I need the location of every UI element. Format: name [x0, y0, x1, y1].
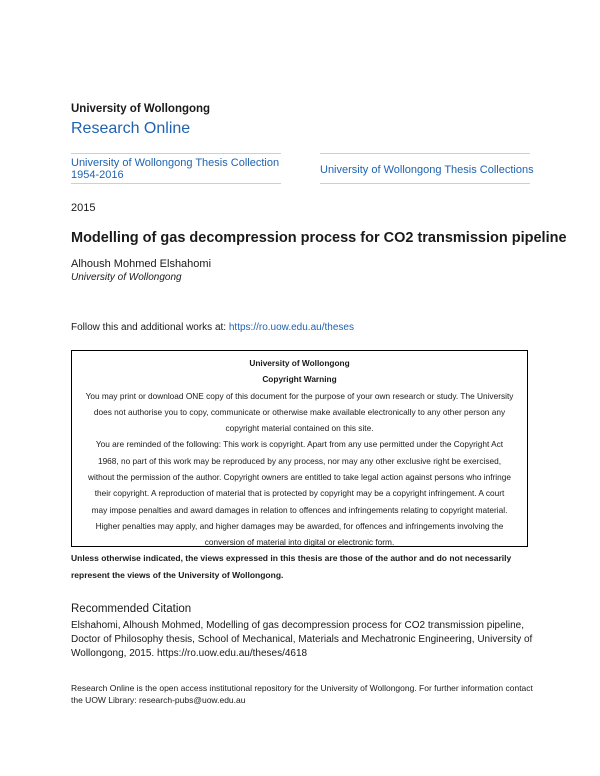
institution-name: University of Wollongong: [71, 103, 211, 115]
thesis-title: Modelling of gas decompression process for CO2 transmission pipeline: [71, 230, 567, 246]
collection-link-right[interactable]: University of Wollongong Thesis Collections: [320, 164, 534, 176]
copyright-line: 1968, no part of this work may be reproduced by any process, nor may any other exclusive right be exercised,: [97, 455, 502, 466]
collection-left-rule: [71, 153, 281, 154]
collection-link-left[interactable]: University of Wollongong Thesis Collection 1954-2016: [71, 157, 280, 181]
copyright-line: Higher penalties may apply, and higher damages may be awarded, for offences and infringements involving the: [95, 520, 504, 531]
copyright-org: University of Wollongong: [249, 358, 350, 368]
copyright-warning-box: [71, 350, 528, 547]
publication-year: 2015: [71, 202, 96, 214]
author-name: Alhoush Mohmed Elshahomi: [71, 258, 212, 270]
citation-heading: Recommended Citation: [71, 603, 192, 615]
copyright-heading: Copyright Warning: [262, 374, 337, 385]
follow-prefix: Follow this and additional works at:: [71, 322, 227, 333]
copyright-line: copyright material contained on this site.: [225, 423, 374, 434]
collection-right-rule: [320, 153, 530, 154]
copyright-line: You may print or download ONE copy of this document for the purpose of your own research or study. The University: [85, 390, 514, 401]
copyright-line: without the permission of the author. Copyright owners are entitled to take legal action against persons who infringe: [88, 472, 511, 483]
copyright-line: You are reminded of the following: This work is copyright. Apart from any use permitted under the Copyright Act: [95, 439, 504, 450]
copyright-line: conversion of material into digital or electronic form.: [204, 537, 395, 548]
copyright-line: their copyright. A reproduction of material that is protected by copyright may be a copyright infringement. A court: [94, 488, 505, 499]
follow-line: [71, 322, 354, 333]
follow-link[interactable]: https://ro.uow.edu.au/theses: [228, 322, 354, 333]
citation-text: Elshahomi, Alhoush Mohmed, Modelling of gas decompression process for CO2 transmission pipeline, Doctor of Philosophy thesis, School of Mechanical, Materials and Mechatronic Engineering, University of Wollongong, 2015. https://ro.uow.edu.au/theses/4618: [71, 620, 533, 659]
author-affiliation: University of Wollongong: [71, 272, 182, 283]
collection-left-bottom-rule: [71, 183, 281, 184]
collection-right-bottom-rule: [320, 183, 530, 184]
copyright-line: may impose penalties and award damages in relation to offences and infringements relating to copyright material.: [91, 504, 508, 515]
repository-link[interactable]: Research Online: [71, 120, 191, 137]
copyright-line: does not authorise you to copy, communicate or otherwise make available electronically to any other person any: [93, 406, 506, 417]
views-disclaimer: Unless otherwise indicated, the views expressed in this thesis are those of the author and do not necessarily represent the views of the University of Wollongong.: [71, 553, 512, 580]
repository-footer: Research Online is the open access institutional repository for the University of Wollongong. For further information contact the UOW Library: research-pubs@uow.edu.au: [71, 683, 533, 705]
